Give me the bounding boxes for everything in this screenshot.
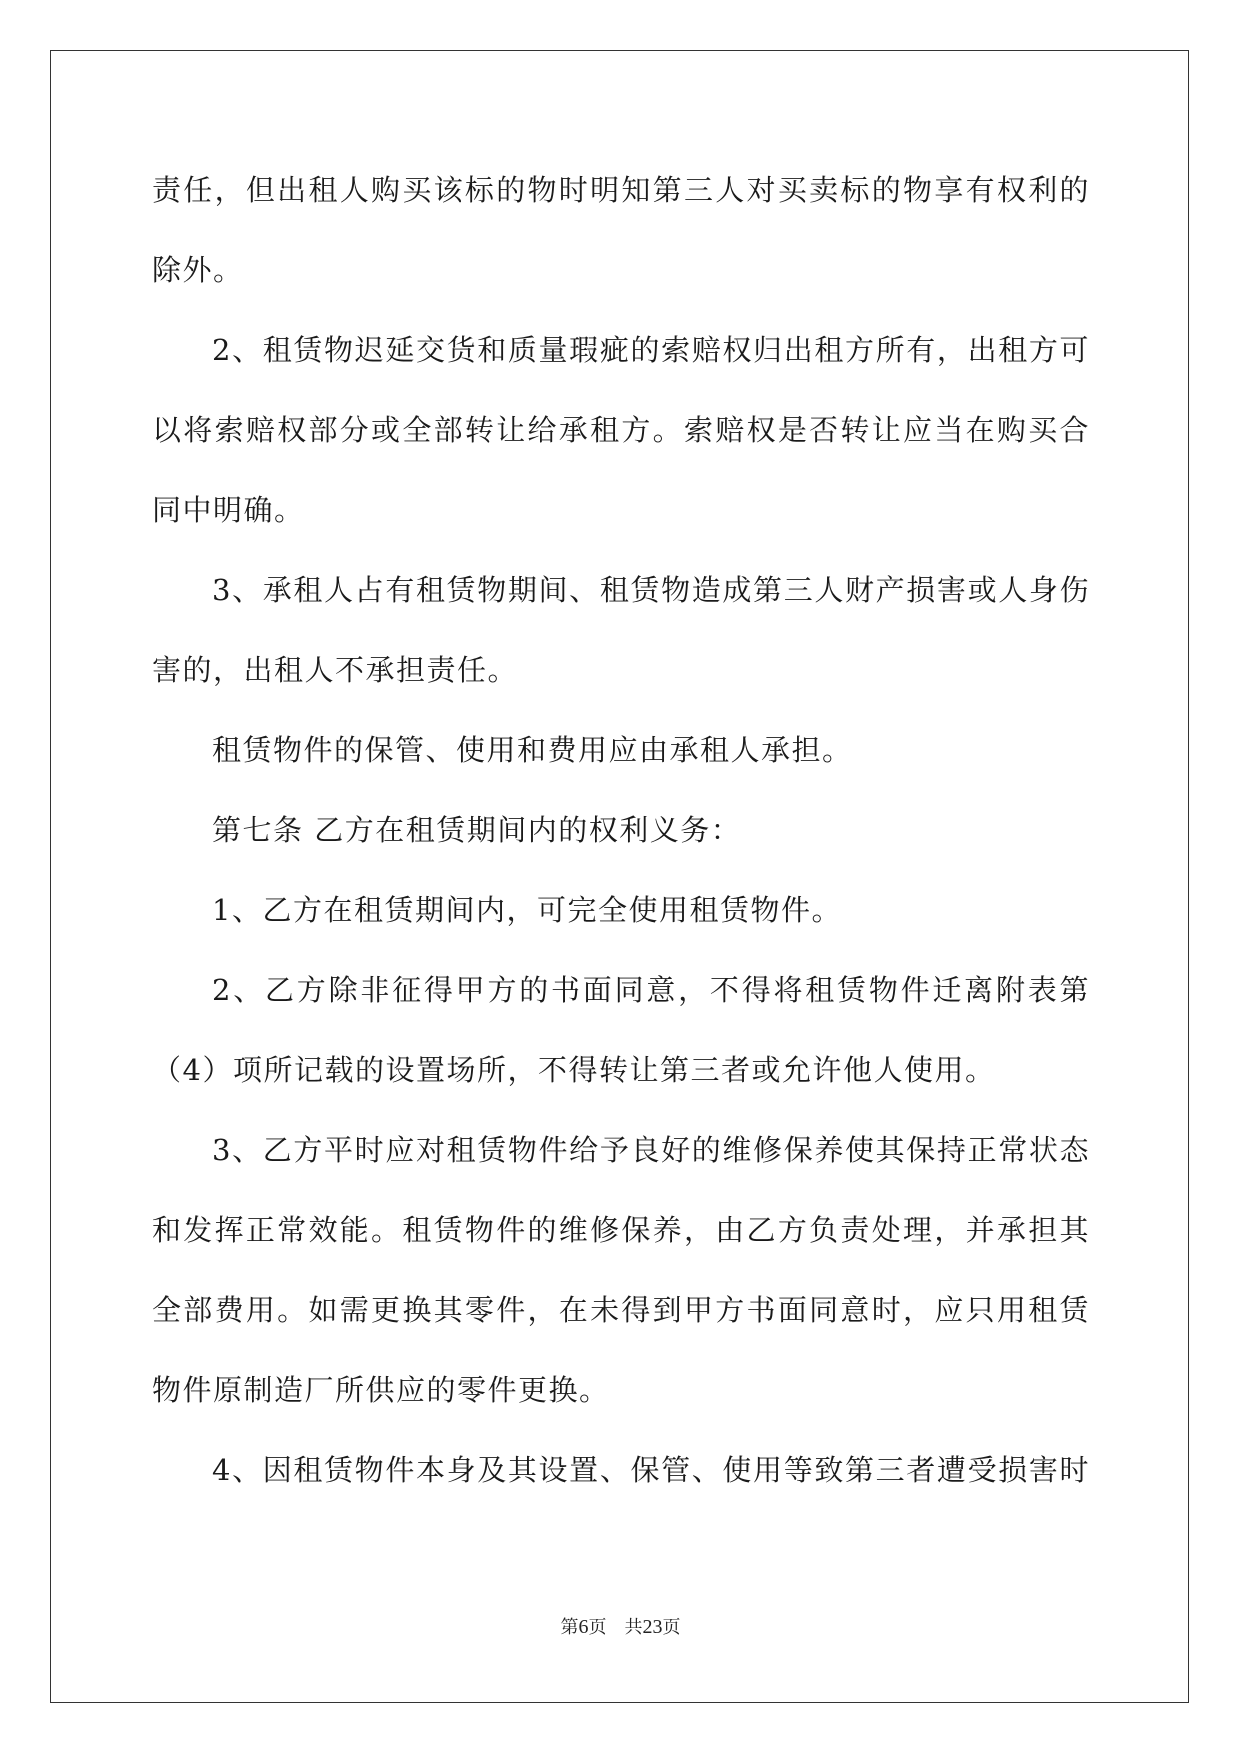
text-line: 租赁物件的保管、使用和费用应由承租人承担。: [212, 733, 853, 767]
text-line: （4）项所记载的设置场所，不得转让第三者或允许他人使用。: [152, 1053, 996, 1087]
text-line: 4、因租赁物件本身及其设置、保管、使用等致第三者遭受损害时: [212, 1453, 1090, 1487]
text-line: 以将索赔权部分或全部转让给承租方。索赔权是否转让应当在购买合: [152, 413, 1090, 447]
text-line: 和发挥正常效能。租赁物件的维修保养，由乙方负责处理，并承担其: [152, 1213, 1090, 1247]
page-number-suffix: 页: [588, 1617, 607, 1638]
text-line: 全部费用。如需更换其零件，在未得到甲方书面同意时，应只用租赁: [152, 1293, 1090, 1327]
text-line: 第七条 乙方在租赁期间内的权利义务：: [212, 813, 742, 847]
page-number-current: 6: [578, 1616, 589, 1638]
page-total-suffix: 页: [662, 1617, 681, 1638]
text-line: 物件原制造厂所供应的零件更换。: [152, 1373, 610, 1407]
page-total: 23: [642, 1616, 663, 1638]
text-line: 责任，但出租人购买该标的物时明知第三人对买卖标的物享有权利的: [152, 173, 1090, 207]
text-line: 2、租赁物迟延交货和质量瑕疵的索赔权归出租方所有，出租方可: [212, 333, 1090, 367]
text-line: 除外。: [152, 253, 244, 287]
text-line: 1、乙方在租赁期间内，可完全使用租赁物件。: [212, 893, 842, 927]
text-line: 2、乙方除非征得甲方的书面同意，不得将租赁物件迁离附表第: [212, 973, 1090, 1007]
text-line: 3、乙方平时应对租赁物件给予良好的维修保养使其保持正常状态: [212, 1133, 1090, 1167]
page-total-prefix: 共: [624, 1617, 643, 1638]
text-line: 同中明确。: [152, 493, 305, 527]
document-body: [152, 162, 1090, 1522]
page-number-prefix: 第: [560, 1617, 579, 1638]
text-line: 3、承租人占有租赁物期间、租赁物造成第三人财产损害或人身伤: [212, 573, 1090, 607]
page-footer: [0, 1613, 1241, 1639]
text-line: 害的，出租人不承担责任。: [152, 653, 519, 687]
